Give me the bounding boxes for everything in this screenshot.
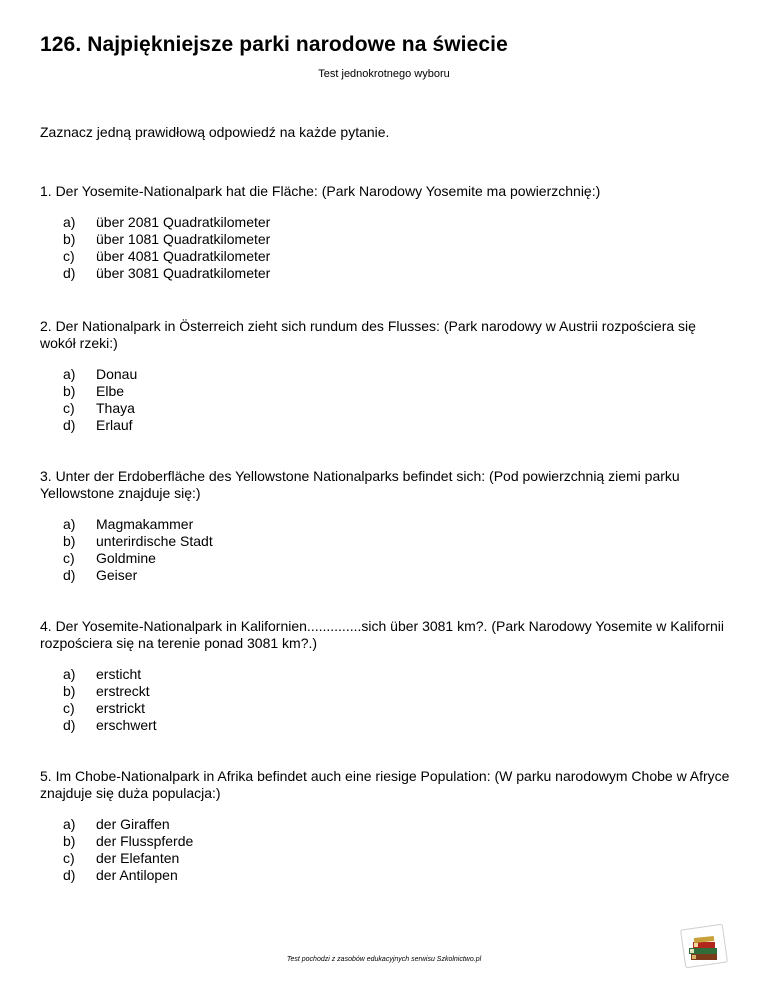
answer-option-a[interactable] — [63, 366, 730, 383]
answer-option-a[interactable] — [63, 214, 730, 231]
option-letter: d) — [63, 417, 76, 433]
question-1 — [40, 183, 730, 282]
answer-option-b[interactable] — [63, 833, 730, 850]
option-letter: c) — [63, 700, 75, 716]
answer-option-b[interactable] — [63, 383, 730, 400]
option-text: unterirdische Stadt — [96, 533, 213, 549]
option-text: Erlauf — [96, 417, 133, 433]
option-text: erstreckt — [96, 683, 150, 699]
question-2 — [40, 318, 730, 434]
answer-option-b[interactable] — [63, 683, 730, 700]
option-text: der Flusspferde — [96, 833, 194, 849]
option-letter: b) — [63, 833, 76, 849]
answer-option-a[interactable] — [63, 516, 730, 533]
question-text: 1. Der Yosemite-Nationalpark hat die Fläche: (Park Narodowy Yosemite ma powierzchnię:) — [40, 183, 601, 199]
question-text: 4. Der Yosemite-Nationalpark in Kalifornien..............sich über 3081 km?. (Park Narodowy Yosemite w Kalifornii rozpościera się na terenie ponad 3081 km?.) — [40, 618, 724, 651]
option-letter: d) — [63, 265, 76, 281]
option-text: der Elefanten — [96, 850, 180, 866]
option-letter: b) — [63, 383, 76, 399]
answer-option-b[interactable] — [63, 231, 730, 248]
question-3 — [40, 468, 730, 584]
option-text: Thaya — [96, 400, 135, 416]
question-4 — [40, 618, 730, 734]
option-letter: b) — [63, 533, 76, 549]
option-text: Donau — [96, 366, 138, 382]
answer-option-d[interactable] — [63, 417, 730, 434]
option-text: Elbe — [96, 383, 125, 399]
page-title: 126. Najpiękniejsze parki narodowe na świecie — [40, 33, 508, 56]
option-letter: a) — [63, 816, 76, 832]
footer-source-note: Test pochodzi z zasobów edukacyjnych serwisu Szkolnictwo.pl — [286, 956, 482, 963]
option-text: Magmakammer — [96, 516, 194, 532]
question-text: 3. Unter der Erdoberfläche des Yellowstone Nationalparks befindet sich: (Pod powierzchnią ziemi parku Yellowstone znajduje się:) — [40, 468, 680, 501]
option-text: erschwert — [96, 717, 157, 733]
answer-option-c[interactable] — [63, 850, 730, 867]
answer-option-c[interactable] — [63, 550, 730, 567]
option-letter: b) — [63, 231, 76, 247]
option-letter: a) — [63, 666, 76, 682]
option-text: Goldmine — [96, 550, 156, 566]
question-5 — [40, 768, 730, 884]
answer-option-a[interactable] — [63, 666, 730, 683]
answer-options — [40, 366, 730, 434]
option-letter: a) — [63, 366, 76, 382]
answer-option-d[interactable] — [63, 867, 730, 884]
answer-option-d[interactable] — [63, 717, 730, 734]
answer-options — [40, 214, 730, 282]
answer-option-d[interactable] — [63, 567, 730, 584]
question-text: 2. Der Nationalpark in Österreich zieht sich rundum des Flusses: (Park narodowy w Austrii rozpościera się wokół rzeki:) — [40, 318, 696, 351]
option-text: Geiser — [96, 567, 138, 583]
option-letter: b) — [63, 683, 76, 699]
answer-option-a[interactable] — [63, 816, 730, 833]
option-letter: d) — [63, 867, 76, 883]
answer-option-b[interactable] — [63, 533, 730, 550]
option-letter: a) — [63, 516, 76, 532]
answer-options — [40, 816, 730, 884]
answer-option-c[interactable] — [63, 400, 730, 417]
option-text: über 1081 Quadratkilometer — [96, 231, 271, 247]
option-letter: c) — [63, 550, 75, 566]
answer-options — [40, 516, 730, 584]
answer-option-c[interactable] — [63, 248, 730, 265]
option-text: ersticht — [96, 666, 142, 682]
option-text: über 4081 Quadratkilometer — [96, 248, 271, 264]
answer-options — [40, 666, 730, 734]
option-letter: d) — [63, 717, 76, 733]
option-letter: c) — [63, 400, 75, 416]
option-text: der Giraffen — [96, 816, 170, 832]
option-letter: d) — [63, 567, 76, 583]
option-text: erstrickt — [96, 700, 145, 716]
instruction-text: Zaznacz jedną prawidłową odpowiedź na każde pytanie. — [40, 124, 390, 140]
answer-option-d[interactable] — [63, 265, 730, 282]
option-text: über 2081 Quadratkilometer — [96, 214, 271, 230]
books-stack-icon — [680, 924, 730, 970]
option-letter: a) — [63, 214, 76, 230]
answer-option-c[interactable] — [63, 700, 730, 717]
page-subtitle: Test jednokrotnego wyboru — [318, 68, 450, 80]
option-text: über 3081 Quadratkilometer — [96, 265, 271, 281]
option-letter: c) — [63, 850, 75, 866]
option-letter: c) — [63, 248, 75, 264]
option-text: der Antilopen — [96, 867, 178, 883]
question-text: 5. Im Chobe-Nationalpark in Afrika befindet auch eine riesige Population: (W parku narodowym Chobe w Afryce znajduje się duża populacja:) — [40, 768, 730, 801]
